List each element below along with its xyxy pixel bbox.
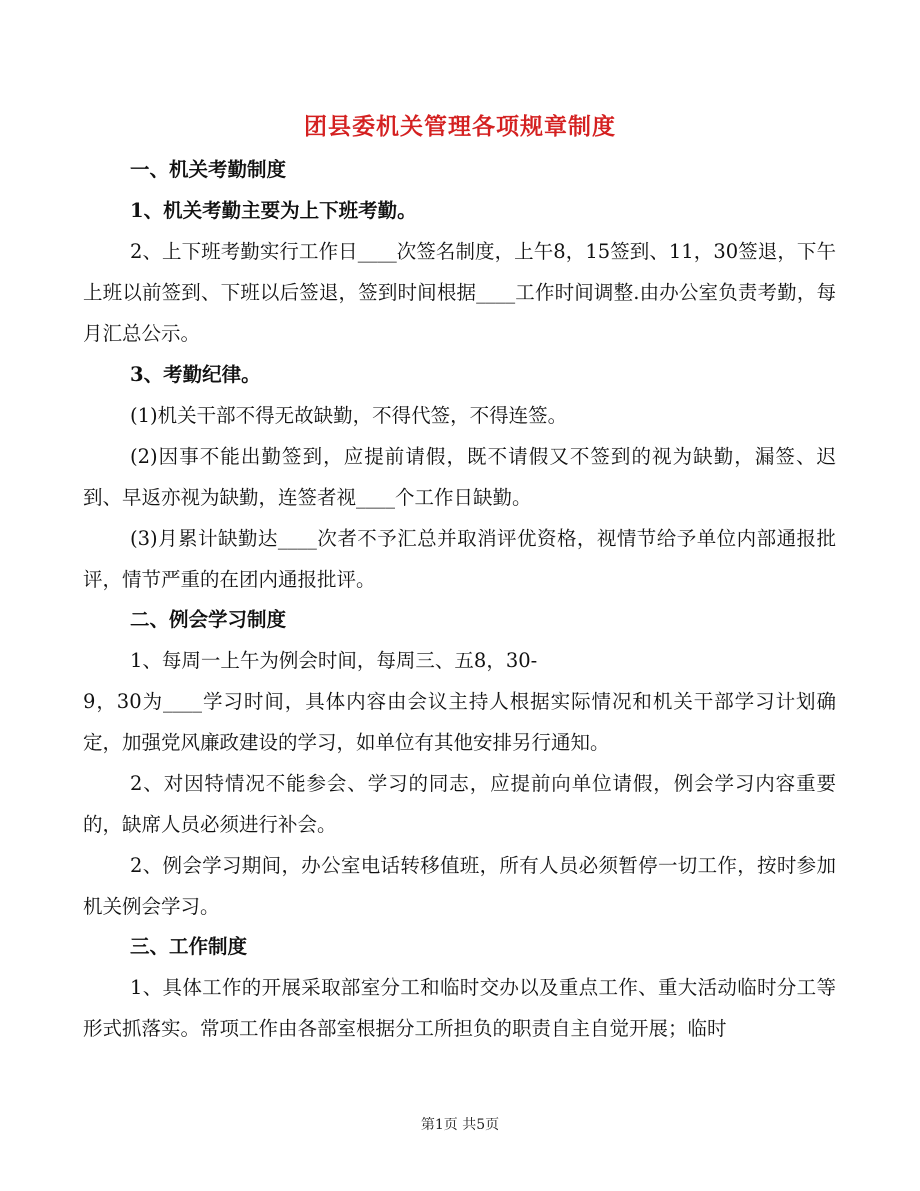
- paragraph: 9，30为____学习时间，具体内容由会议主持人根据实际情况和机关干部学习计划确定，加强党风廉政建设的学习，如单位有其他安排另行通知。: [83, 690, 836, 754]
- paragraph: 2、对因特情况不能参会、学习的同志，应提前向单位请假，例会学习内容重要的，缺席人员必须进行补会。: [83, 772, 836, 836]
- paragraph: 2、上下班考勤实行工作日____次签名制度，上午8，15签到、11，30签退，下午上班以前签到、下班以后签退，签到时间根据____工作时间调整.由办公室负责考勤，每月汇总公示。: [83, 240, 836, 345]
- paragraph: 1、机关考勤主要为上下班考勤。: [130, 199, 417, 222]
- paragraph: 1、具体工作的开展采取部室分工和临时交办以及重点工作、重大活动临时分工等形式抓落实。常项工作由各部室根据分工所担负的职责自主自觉开展；临时: [83, 976, 836, 1040]
- paragraph: 1、每周一上午为例会时间，每周三、五8，30-: [130, 649, 538, 672]
- section-heading-work: 三、工作制度: [130, 935, 248, 958]
- page-title: 团县委机关管理各项规章制度: [304, 113, 616, 140]
- section-heading-attendance: 一、机关考勤制度: [130, 158, 287, 181]
- paragraph: 2、例会学习期间，办公室电话转移值班，所有人员必须暂停一切工作，按时参加机关例会学习。: [83, 854, 836, 918]
- paragraph: (2)因事不能出勤签到，应提前请假，既不请假又不签到的视为缺勤，漏签、迟到、早返亦视为缺勤，连签者视____个工作日缺勤。: [83, 445, 836, 509]
- paragraph: 3、考勤纪律。: [130, 363, 261, 386]
- paragraph: (1)机关干部不得无故缺勤，不得代签，不得连签。: [130, 404, 568, 427]
- section-heading-meeting: 二、例会学习制度: [130, 608, 287, 631]
- document-body: [83, 150, 836, 1049]
- paragraph: (3)月累计缺勤达____次者不予汇总并取消评优资格，视情节给予单位内部通报批评，情节严重的在团内通报批评。: [83, 527, 836, 591]
- page-footer: 第1页 共5页: [420, 1117, 500, 1133]
